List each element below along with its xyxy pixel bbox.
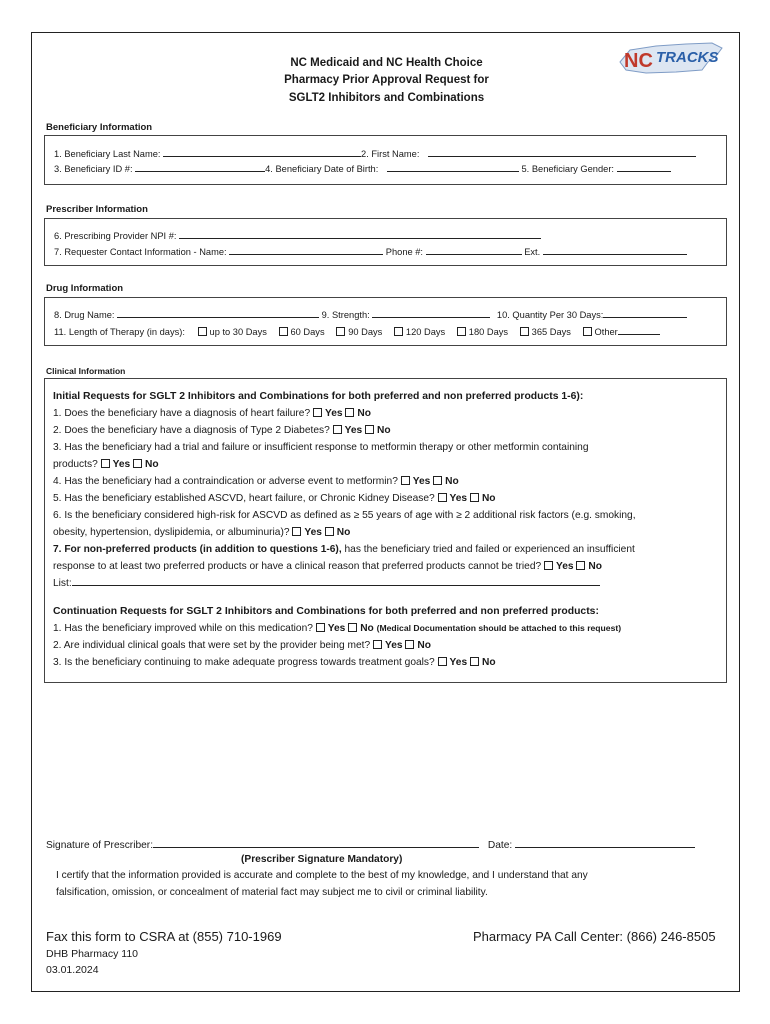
q1-no-label: No: [357, 408, 371, 419]
q4-yes-checkbox[interactable]: [401, 476, 410, 485]
prescriber-npi-field[interactable]: [179, 230, 541, 239]
therapy-other-label: Other: [594, 327, 618, 337]
question-7-bold: 7. For non-preferred products (in addition to questions 1-6),: [53, 544, 342, 555]
question-7-list-label: List:: [53, 578, 72, 589]
therapy-other-checkbox[interactable]: [583, 327, 592, 336]
call-center-info: Pharmacy PA Call Center: (866) 246-8505: [473, 929, 716, 944]
q1-yes-label: Yes: [324, 408, 343, 419]
q4-no-checkbox[interactable]: [433, 476, 442, 485]
q2-yes-label: Yes: [344, 425, 363, 436]
question-4: 4. Has the beneficiary had a contraindication or adverse event to metformin?: [53, 476, 398, 487]
c1-yes-checkbox[interactable]: [316, 623, 325, 632]
q7-no-checkbox[interactable]: [576, 561, 585, 570]
therapy-other-field[interactable]: [618, 326, 660, 335]
therapy-180-checkbox[interactable]: [457, 327, 466, 336]
therapy-365-label: 365 Days: [531, 327, 571, 337]
requester-contact-label: 7. Requester Contact Information - Name:: [54, 247, 227, 257]
beneficiary-id-field[interactable]: [135, 163, 265, 172]
c3-no-label: No: [481, 657, 496, 668]
c2-no-label: No: [417, 640, 431, 651]
q5-yes-label: Yes: [449, 493, 468, 504]
beneficiary-dob-label: 4. Beneficiary Date of Birth:: [265, 164, 379, 174]
q3-no-label: No: [145, 459, 159, 470]
beneficiary-first-name-field[interactable]: [428, 148, 696, 157]
question-3-line-1: 3. Has the beneficiary had a trial and failure or insufficient response to metformin therapy or other metformin containing: [53, 442, 589, 453]
therapy-120-checkbox[interactable]: [394, 327, 403, 336]
therapy-180-label: 180 Days: [468, 327, 509, 337]
q2-no-label: No: [377, 425, 391, 436]
drug-box: [44, 297, 727, 346]
quantity-field[interactable]: [603, 309, 687, 318]
phone-field[interactable]: [426, 246, 522, 255]
beneficiary-id-label: 3. Beneficiary ID #:: [54, 164, 133, 174]
date-field[interactable]: [515, 839, 695, 848]
q1-no-checkbox[interactable]: [345, 408, 354, 417]
prescriber-heading: Prescriber Information: [46, 204, 148, 215]
therapy-30-checkbox[interactable]: [198, 327, 207, 336]
q3-no-checkbox[interactable]: [133, 459, 142, 468]
form-page: [31, 32, 740, 992]
form-date: 03.01.2024: [46, 964, 99, 976]
question-6-line-2: obesity, hypertension, dyslipidemia, or albuminuria)?: [53, 527, 290, 538]
requester-name-field[interactable]: [229, 246, 383, 255]
question-3-line-2: products?: [53, 459, 98, 470]
ext-label: Ext.: [524, 247, 541, 257]
date-label: Date:: [487, 840, 513, 851]
q3-yes-label: Yes: [112, 459, 131, 470]
question-6-line-1: 6. Is the beneficiary considered high-risk for ASCVD as defined as ≥ 55 years of age with ≥ 2 additional risk factors (e.g. smoking,: [53, 510, 636, 521]
q6-no-label: No: [336, 527, 351, 538]
q6-yes-label: Yes: [304, 527, 322, 538]
continuation-heading: Continuation Requests for SGLT 2 Inhibitors and Combinations for both preferred and non preferred products:: [53, 606, 599, 617]
drug-heading: Drug Information: [46, 283, 124, 294]
c1-note: (Medical Documentation should be attached to this request): [376, 623, 622, 633]
q4-yes-label: Yes: [412, 476, 431, 487]
beneficiary-last-name-label: 1. Beneficiary Last Name:: [54, 149, 161, 159]
q3-yes-checkbox[interactable]: [101, 459, 110, 468]
c3-yes-checkbox[interactable]: [438, 657, 447, 666]
prescriber-box: [44, 218, 727, 266]
clinical-heading: Clinical Information: [46, 366, 126, 376]
continuation-question-2: 2. Are individual clinical goals that were set by the provider being met?: [53, 640, 371, 651]
q6-yes-checkbox[interactable]: [292, 527, 301, 536]
strength-label: 9. Strength:: [321, 310, 370, 320]
strength-field[interactable]: [372, 309, 490, 318]
continuation-question-1: 1. Has the beneficiary improved while on this medication?: [53, 623, 313, 634]
c2-yes-label: Yes: [384, 640, 403, 651]
form-title-line-1: NC Medicaid and NC Health Choice: [290, 57, 483, 69]
drug-name-field[interactable]: [117, 309, 319, 318]
beneficiary-first-name-label: 2. First Name:: [361, 149, 420, 159]
prescriber-npi-label: 6. Prescribing Provider NPI #:: [54, 231, 177, 241]
beneficiary-gender-label: 5. Beneficiary Gender:: [521, 164, 615, 174]
quantity-label: 10. Quantity Per 30 Days:: [496, 310, 604, 320]
q1-yes-checkbox[interactable]: [313, 408, 322, 417]
c1-yes-label: Yes: [327, 623, 346, 634]
ext-field[interactable]: [543, 246, 687, 255]
drug-name-label: 8. Drug Name:: [54, 310, 115, 320]
q7-yes-checkbox[interactable]: [544, 561, 553, 570]
q5-no-label: No: [481, 493, 496, 504]
question-1: 1. Does the beneficiary have a diagnosis of heart failure?: [53, 408, 311, 419]
clinical-box: [44, 378, 727, 683]
question-5: 5. Has the beneficiary established ASCVD, heart failure, or Chronic Kidney Disease?: [53, 493, 435, 504]
question-7-line-1: has the beneficiary tried and failed or experienced an insufficient: [344, 544, 635, 555]
therapy-365-checkbox[interactable]: [520, 327, 529, 336]
q5-no-checkbox[interactable]: [470, 493, 479, 502]
continuation-question-3: 3. Is the beneficiary continuing to make adequate progress towards treatment goals?: [53, 657, 435, 668]
q7-no-label: No: [588, 561, 603, 572]
therapy-90-checkbox[interactable]: [336, 327, 345, 336]
initial-requests-heading: Initial Requests for SGLT 2 Inhibitors and Combinations for both preferred and non preferred products 1-6):: [53, 391, 584, 402]
question-7-line-2: response to at least two preferred products or have a clinical reason that preferred products cannot be tried?: [53, 561, 542, 572]
q4-no-label: No: [445, 476, 459, 487]
q6-no-checkbox[interactable]: [325, 527, 334, 536]
c3-yes-label: Yes: [449, 657, 468, 668]
c2-yes-checkbox[interactable]: [373, 640, 382, 649]
svg-text:NC: NC: [624, 50, 653, 72]
beneficiary-gender-field[interactable]: [617, 163, 671, 172]
certify-line-2: falsification, omission, or concealment of material fact may subject me to civil or criminal liability.: [56, 887, 488, 898]
therapy-90-label: 90 Days: [348, 327, 383, 337]
beneficiary-heading: Beneficiary Information: [46, 122, 153, 133]
fax-info: Fax this form to CSRA at (855) 710-1969: [46, 929, 282, 944]
signature-mandatory: (Prescriber Signature Mandatory): [241, 854, 403, 865]
beneficiary-box: [44, 135, 727, 185]
c1-no-label: No: [360, 623, 374, 634]
signature-field[interactable]: [153, 839, 479, 848]
therapy-30-label: up to 30 Days: [209, 327, 267, 337]
signature-label: Signature of Prescriber:: [46, 840, 154, 851]
c1-no-checkbox[interactable]: [348, 623, 357, 632]
c2-no-checkbox[interactable]: [405, 640, 414, 649]
therapy-120-label: 120 Days: [405, 327, 446, 337]
therapy-length-label: 11. Length of Therapy (in days):: [54, 327, 185, 337]
question-2: 2. Does the beneficiary have a diagnosis of Type 2 Diabetes?: [53, 425, 330, 436]
q2-no-checkbox[interactable]: [365, 425, 374, 434]
q2-yes-checkbox[interactable]: [333, 425, 342, 434]
phone-label: Phone #:: [385, 247, 424, 257]
q7-yes-label: Yes: [556, 561, 574, 572]
form-title-line-3: SGLT2 Inhibitors and Combinations: [288, 92, 485, 104]
question-7-list-field[interactable]: [72, 577, 600, 586]
therapy-60-label: 60 Days: [290, 327, 325, 337]
beneficiary-last-name-field[interactable]: [163, 148, 361, 157]
department-code: DHB Pharmacy 110: [46, 948, 139, 960]
q5-yes-checkbox[interactable]: [438, 493, 447, 502]
form-title-line-2: Pharmacy Prior Approval Request for: [284, 74, 489, 86]
beneficiary-dob-field[interactable]: [387, 163, 519, 172]
certify-line-1: I certify that the information provided is accurate and complete to the best of my knowledge, and I understand that any: [56, 870, 588, 881]
c3-no-checkbox[interactable]: [470, 657, 479, 666]
svg-text:TRACKS: TRACKS: [656, 49, 719, 66]
nctracks-logo: [616, 40, 728, 76]
therapy-60-checkbox[interactable]: [279, 327, 288, 336]
